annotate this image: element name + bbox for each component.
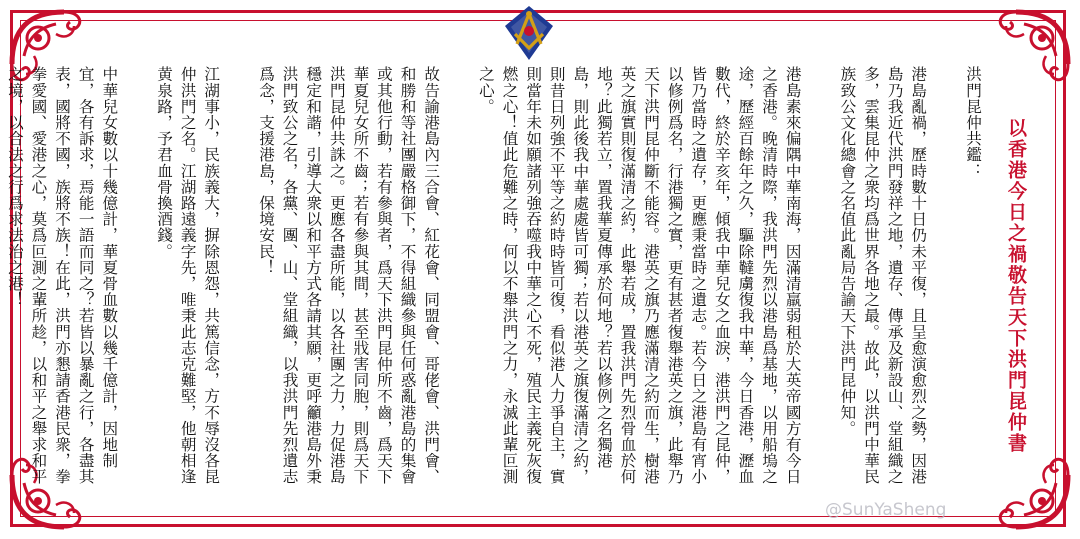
- paragraph: 故告諭港島內三合會、紅花會、同盟會、哥佬會、洪門會、和勝和等社團嚴格御下，不得組織參與任何惑亂港島的集會或其他行動，若有參與者，爲天下洪門昆仲所不齒，爲天下華夏兒女所不齒；若有參與其間，甚至戕害同胞，則爲天下洪門昆仲共誅之。更應各盡所能，以各社團之力，力促港島穩定和諧，引導大衆以和平方式各請其願，更呼籲港島外秉洪門致公之名，各黨、團、山、堂組織，以我洪門先烈遺志爲念，支援港島，保境安民！: [257, 66, 441, 485]
- letter-body: [0, 66, 984, 496]
- paragraph: 江湖事小，民族義大，摒除恩怨，共篤信念，方不辱沒各昆仲洪門之名。江湖路遠義字先，唯秉此志克難堅，他朝相逢黄泉路，予君血骨換酒錢。: [155, 66, 221, 485]
- letter-title: 以香港今日之禍敬告天下洪門昆仲書: [1005, 118, 1027, 454]
- paragraph: 中華兒女數以十幾億計，華夏骨血數以幾千億計，因地制宜，各有訴求，焉能一語而同之？若皆以暴亂之行，各盡其表，國將不國，族將不族！在此，洪門亦懇請香港民衆，拳拳愛國、愛港之心，莫爲叵測之輩所趁，以和平之舉求和平之境，以合法之行爲求法治之港！: [5, 66, 119, 485]
- paragraph: 港島亂禍，歷時數十日仍未平復，且呈愈演愈烈之勢，因港島乃我近代洪門發祥之地，遺存、傳承及新設山、堂組織之多，雲集昆仲之衆均爲世界各地之最。故此，以洪門中華民族致公文化總會之名值此亂局告諭天下洪門昆仲知。: [838, 66, 928, 485]
- watermark: @SunYaSheng: [825, 500, 947, 520]
- salutation: 洪門昆仲共鑑：: [964, 66, 982, 179]
- masonic-emblem-icon: [503, 4, 555, 62]
- paragraph: 港島素來偏隅中華南海，因滿清羸弱租於大英帝國方有今日之香港。晚清時際，我洪門先烈以港島爲基地，以用船塢之途，歷經百餘年之久，驅除韃虜復我中華，今日香港，瀝血數代，終於辛亥年，傾我中華兒女之血淚，港洪門之昆仲，皆乃當時之遺存，更應秉當時之遺志。若今日之港島有宵小以修例爲名，行港獨之實，更有甚者復舉港英之旗，此舉乃天下洪門昆仲斷不能容。港英之旗乃應滿清之約而生，樹港英之旗實則復滿清之約，此舉若成，置我洪門先烈骨血於何地？此獨若立，置我華夏傳承於何地？若以修例之名獨港島，則此後我中華處處皆可獨；若以港英之旗復滿清之約，則昔日列強不平等之約時時皆可復，看似港人力爭自主，實則當年未如願諸列強吞噬我中華之心不死，殖民主義死灰復燃之心！值此危難之時，何以不舉洪門之力，永滅此輩叵測之心。: [476, 66, 802, 485]
